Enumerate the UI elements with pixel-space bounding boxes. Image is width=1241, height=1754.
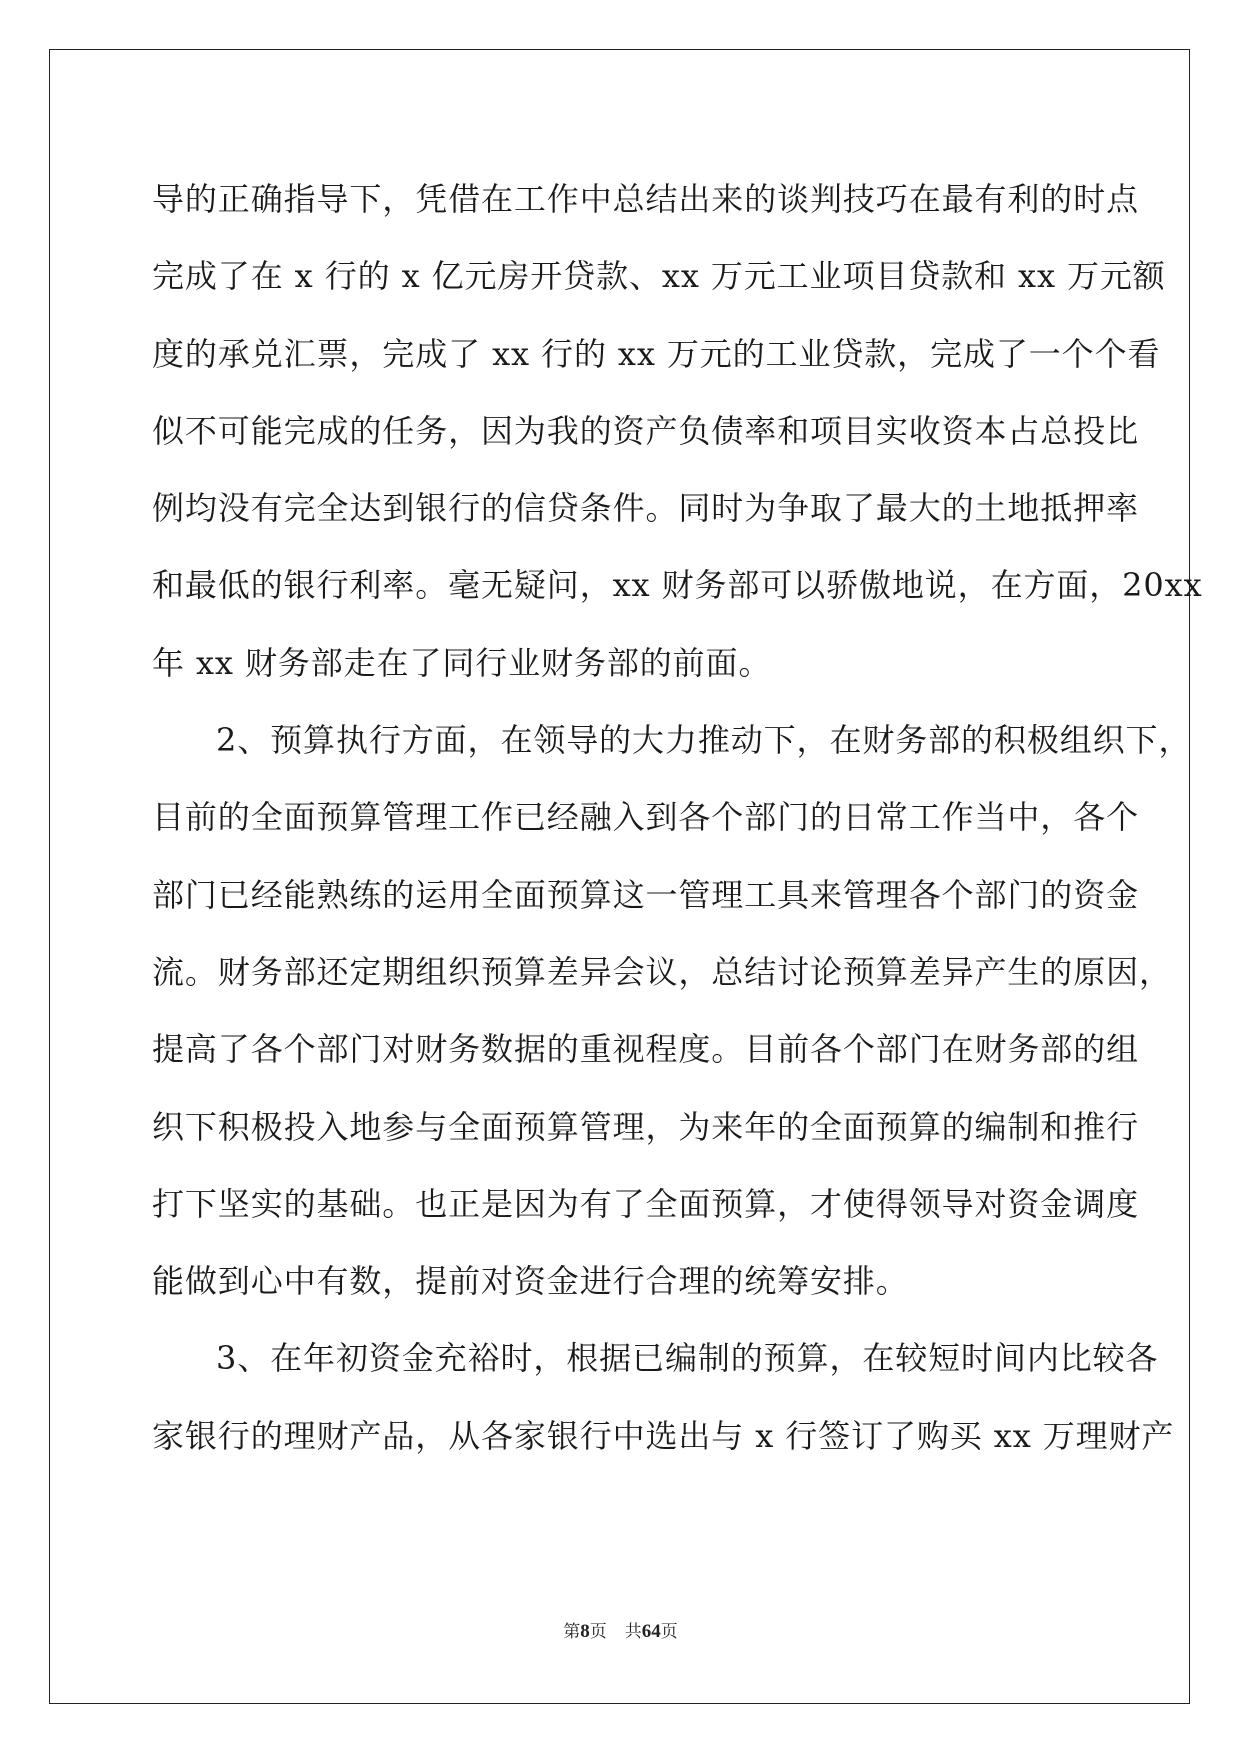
text-line: 流。财务部还定期组织预算差异会议，总结讨论预算差异产生的原因， [152, 952, 1172, 991]
text-line: 2、预算执行方面，在领导的大力推动下，在财务部的积极组织下， [216, 721, 1192, 760]
footer-total-prefix: 共 [624, 1622, 642, 1642]
text-line: 目前的全面预算管理工作已经融入到各个部门的日常工作当中，各个 [152, 798, 1140, 837]
text-line: 部门已经能熟练的运用全面预算这一管理工具来管理各个部门的资金 [152, 875, 1140, 914]
text-line: 织下积极投入地参与全面预算管理，为来年的全面预算的编制和推行 [152, 1107, 1140, 1146]
document-body [152, 161, 1203, 1475]
text-line: 家银行的理财产品，从各家银行中选出与 x 行签订了购买 xx 万理财产 [152, 1416, 1175, 1455]
text-line: 似不可能完成的任务，因为我的资产负债率和项目实收资本占总投比 [152, 411, 1140, 450]
total-pages: 64 [641, 1621, 661, 1642]
text-line: 和最低的银行利率。毫无疑问，xx 财务部可以骄傲地说，在方面，20xx [152, 566, 1203, 605]
text-line: 能做到心中有数，提前对资金进行合理的统筹安排。 [152, 1262, 909, 1301]
page-number: 8 [580, 1621, 590, 1642]
text-line: 年 xx 财务部走在了同行业财务部的前面。 [152, 643, 772, 682]
page-footer [0, 1617, 1241, 1643]
footer-total-suffix: 页 [660, 1622, 678, 1642]
paragraph-2 [152, 702, 1192, 1320]
text-line: 例均没有完全达到银行的信贷条件。同时为争取了最大的土地抵押率 [152, 489, 1140, 528]
text-line: 打下坚实的基础。也正是因为有了全面预算，才使得领导对资金调度 [152, 1184, 1140, 1223]
footer-page-suffix: 页 [589, 1622, 607, 1642]
paragraph-1 [152, 161, 1203, 702]
text-line: 度的承兑汇票，完成了 xx 行的 xx 万元的工业贷款，完成了一个个看 [152, 334, 1161, 373]
text-line: 提高了各个部门对财务数据的重视程度。目前各个部门在财务部的组 [152, 1030, 1140, 1069]
paragraph-3 [152, 1320, 1175, 1475]
text-line: 导的正确指导下，凭借在工作中总结出来的谈判技巧在最有利的时点 [152, 180, 1140, 218]
text-line: 3、在年初资金充裕时，根据已编制的预算，在较短时间内比较各 [216, 1339, 1159, 1378]
text-line: 完成了在 x 行的 x 亿元房开贷款、xx 万元工业项目贷款和 xx 万元额 [152, 257, 1166, 296]
footer-prefix: 第 [563, 1622, 581, 1642]
